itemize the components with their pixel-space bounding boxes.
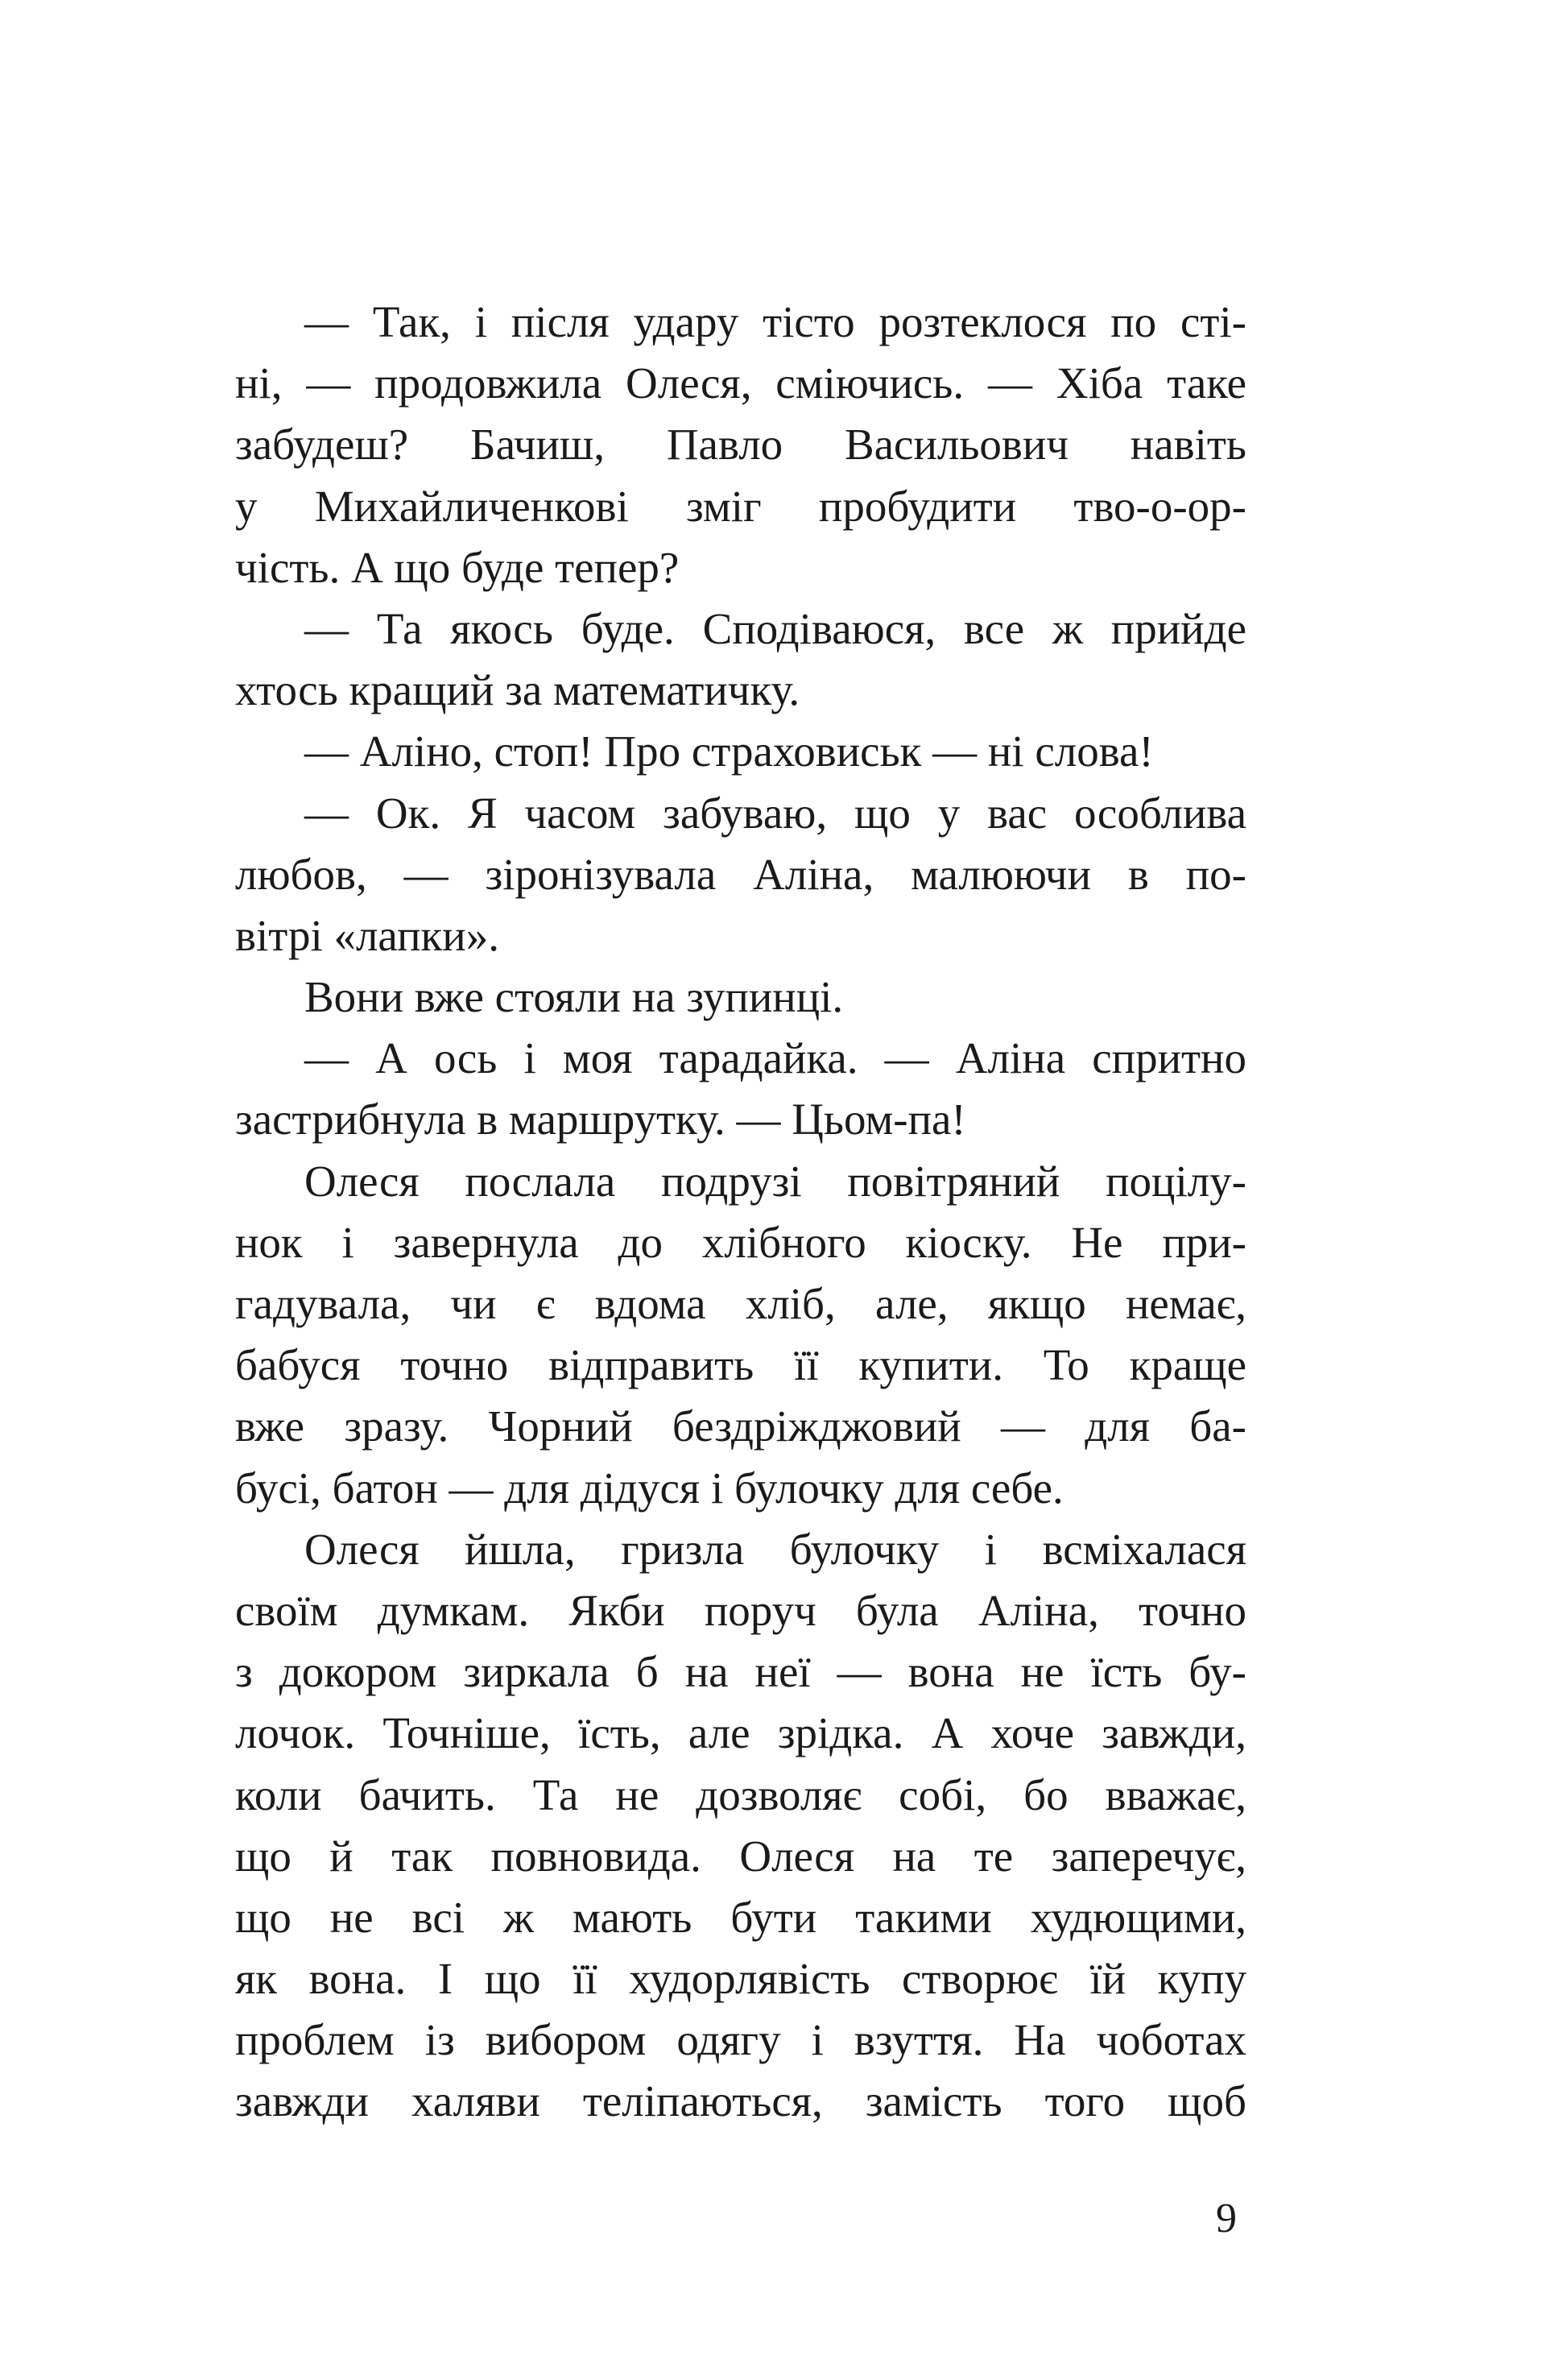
paragraph — [235, 721, 1246, 782]
paragraph — [235, 1519, 1246, 2133]
text-line: що не всі ж мають бути такими худющими, — [235, 1892, 1246, 1942]
text-line: забудеш? Бачиш, Павло Васильович навіть — [235, 420, 1246, 470]
text-line: хтось кращий за математичку. — [235, 665, 800, 715]
text-line: вже зразу. Чорний бездріжджовий — для ба- — [235, 1401, 1246, 1451]
text-line: — Та якось буде. Сподіваюся, все ж прийде — [304, 603, 1246, 653]
text-line: з докором зиркала б на неї — вона не їсть бу- — [235, 1647, 1246, 1697]
text-line: що й так повновида. Олеся на те заперечує, — [235, 1831, 1246, 1881]
text-line: гадувала, чи є вдома хліб, але, якщо немає, — [235, 1279, 1246, 1328]
text-line: Вони вже стояли на зупинці. — [304, 972, 844, 1022]
page-number: 9 — [1216, 2196, 1237, 2241]
text-line: — Аліно, стоп! Про страховиськ — ні слова! — [304, 726, 1154, 776]
paragraph — [235, 783, 1246, 967]
text-line: бусі, батон — для дідуся і булочку для себе. — [235, 1463, 1064, 1513]
paragraph — [235, 1151, 1246, 1519]
text-line: ні, — продовжила Олеся, сміючись. — Хіба таке — [235, 358, 1246, 408]
text-line: завжди халяви теліпаються, замість того щоб — [235, 2076, 1246, 2126]
text-line: вітрі «лапки». — [235, 910, 499, 960]
text-line: у Михайличенкові зміг пробудити тво-о-ор- — [235, 481, 1246, 531]
paragraph — [235, 1028, 1246, 1150]
text-line: Олеся йшла, гризла булочку і всміхалася — [304, 1524, 1246, 1574]
text-line: застрибнула в маршрутку. — Цьом-па! — [235, 1095, 966, 1144]
text-line: чість. А що буде тепер? — [235, 542, 680, 592]
text-line: нок і завернула до хлібного кіоску. Не при- — [235, 1217, 1246, 1267]
text-line: коли бачить. Та не дозволяє собі, бо вважає, — [235, 1769, 1246, 1819]
text-line: любов, — зіронізувала Аліна, малюючи в по- — [235, 849, 1246, 899]
text-line: — Так, і після удару тісто розтеклося по сті- — [304, 297, 1246, 346]
text-line: — А ось і моя тарадайка. — Аліна спритно — [304, 1033, 1246, 1083]
page-body-text — [235, 292, 1246, 2133]
paragraph — [235, 966, 1246, 1028]
text-line: своїм думкам. Якби поруч була Аліна, точно — [235, 1585, 1246, 1635]
paragraph — [235, 598, 1246, 721]
text-line: лочок. Точніше, їсть, але зрідка. А хоче завжди, — [235, 1708, 1246, 1758]
text-line: — Ок. Я часом забуваю, що у вас особлива — [304, 788, 1246, 838]
text-line: проблем із вибором одягу і взуття. На чоботах — [235, 2015, 1246, 2065]
text-line: як вона. І що її худорлявість створює їй купу — [235, 1954, 1246, 2004]
paragraph — [235, 292, 1246, 598]
text-line: бабуся точно відправить її купити. То краще — [235, 1340, 1246, 1390]
text-line: Олеся послала подрузі повітряний поцілу- — [304, 1156, 1246, 1206]
